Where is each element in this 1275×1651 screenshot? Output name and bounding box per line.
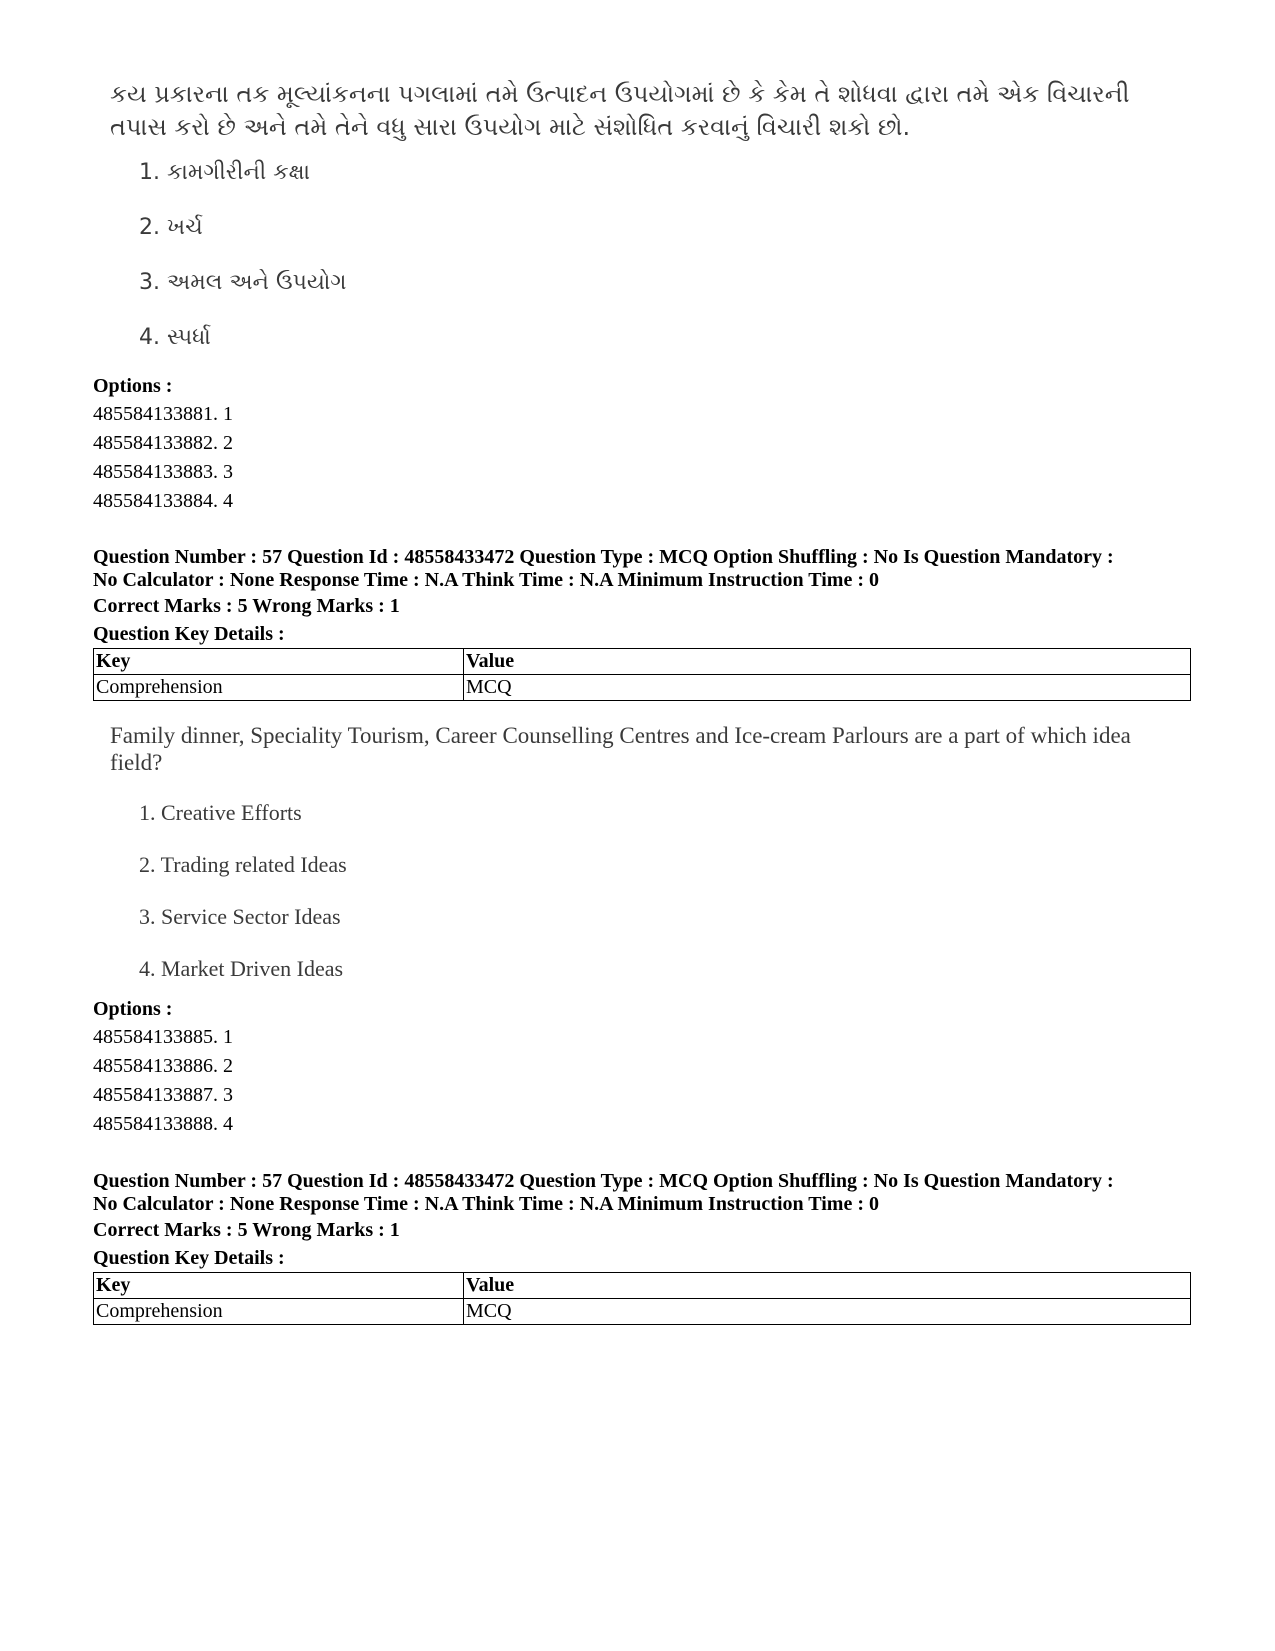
- question-meta-line-1: Question Number : 57 Question Id : 48558433472 Question Type : MCQ Option Shuffling : No Is Question Mandatory :: [93, 1170, 1114, 1192]
- choice-1: 1. કામગીરીની કક્ષા: [139, 160, 311, 185]
- table-header-key: Key: [94, 649, 464, 675]
- table-cell-key: Comprehension: [94, 675, 464, 701]
- question-2-choices: [93, 800, 1160, 986]
- question-meta-line-2: No Calculator : None Response Time : N.A Think Time : N.A Minimum Instruction Time : 0: [93, 569, 879, 591]
- choice-3: 3. Service Sector Ideas: [139, 904, 341, 929]
- table-header-value: Value: [464, 649, 1191, 675]
- option-item: 485584133884. 4: [93, 490, 233, 512]
- option-item: 485584133882. 2: [93, 432, 233, 454]
- question-2-header: [93, 546, 1193, 701]
- question-2-stem: Family dinner, Speciality Tourism, Career Counselling Centres and Ice-cream Parlours are a part of which idea field?: [110, 723, 1131, 775]
- table-header-key: Key: [94, 1273, 464, 1299]
- options-title: Options :: [93, 998, 173, 1020]
- table-row: [94, 1299, 1191, 1325]
- question-meta-line-2: No Calculator : None Response Time : N.A Think Time : N.A Minimum Instruction Time : 0: [93, 1193, 879, 1215]
- table-cell-value: MCQ: [464, 675, 1191, 701]
- key-details-table: [93, 648, 1191, 701]
- key-details-title: Question Key Details :: [93, 1247, 285, 1269]
- choice-3: 3. અમલ અને ઉપયોગ: [139, 270, 347, 295]
- option-item: 485584133886. 2: [93, 1055, 233, 1077]
- question-1-options: [93, 373, 233, 516]
- question-1-stem: કય પ્રકારના તક મૂલ્યાંકનના પગલામાં તમે ઉત્પાદન ઉપયોગમાં છે કે કેમ તે શોધવા દ્વારા તમે એક વિચારની તપાસ કરો છે અને તમે તેને વધુ સારા ઉપયોગ માટે સંશોધિત કરવાનું વિચારી શકો છો.: [110, 80, 1130, 141]
- option-item: 485584133883. 3: [93, 461, 233, 483]
- question-marks: Correct Marks : 5 Wrong Marks : 1: [93, 1219, 400, 1241]
- option-item: 485584133888. 4: [93, 1113, 233, 1135]
- option-item: 485584133887. 3: [93, 1084, 233, 1106]
- question-2-options: [93, 996, 233, 1139]
- choice-4: 4. Market Driven Ideas: [139, 956, 344, 981]
- option-item: 485584133881. 1: [93, 403, 233, 425]
- table-row: [94, 675, 1191, 701]
- option-item: 485584133885. 1: [93, 1026, 233, 1048]
- choice-4: 4. સ્પર્ધા: [139, 325, 211, 350]
- question-1-image: [93, 78, 1160, 365]
- table-cell-key: Comprehension: [94, 1299, 464, 1325]
- choice-2: 2. Trading related Ideas: [139, 852, 347, 877]
- question-3-header: [93, 1170, 1193, 1325]
- options-title: Options :: [93, 375, 173, 397]
- table-header-row: [94, 649, 1191, 675]
- key-details-table: [93, 1272, 1191, 1325]
- question-2-image: [93, 722, 1160, 986]
- choice-1: 1. Creative Efforts: [139, 800, 302, 825]
- table-header-row: [94, 1273, 1191, 1299]
- question-1-choices: [93, 160, 1160, 365]
- question-marks: Correct Marks : 5 Wrong Marks : 1: [93, 595, 400, 617]
- table-header-value: Value: [464, 1273, 1191, 1299]
- key-details-title: Question Key Details :: [93, 623, 285, 645]
- question-meta-line-1: Question Number : 57 Question Id : 48558433472 Question Type : MCQ Option Shuffling : No Is Question Mandatory :: [93, 546, 1114, 568]
- choice-2: 2. ખર્ચ: [139, 215, 203, 240]
- table-cell-value: MCQ: [464, 1299, 1191, 1325]
